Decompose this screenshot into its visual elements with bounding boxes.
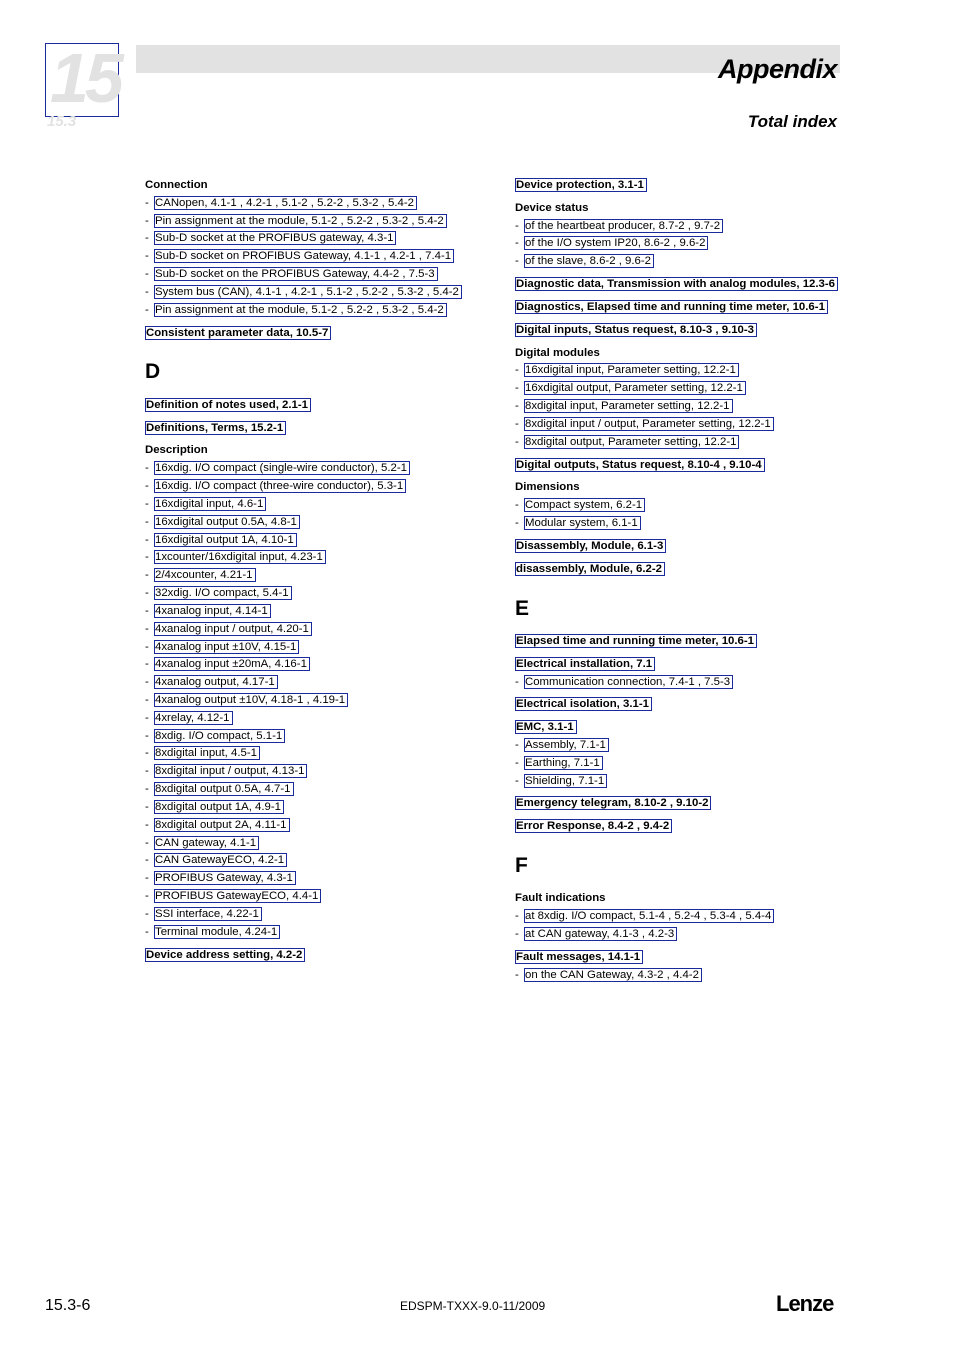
index-entry: [145, 178, 475, 318]
dash-marker: -: [145, 587, 149, 600]
dash-marker: -: [145, 711, 149, 724]
index-entry: [515, 300, 845, 315]
index-subentry: [145, 497, 475, 512]
index-entry: [515, 201, 845, 269]
index-subentry: [515, 381, 845, 396]
index-entry: [515, 657, 845, 690]
index-sublink[interactable]: 16xdig. I/O compact (single-wire conductor), 5.2-1: [154, 461, 410, 475]
index-entry: [515, 178, 845, 193]
index-entry: [145, 326, 475, 341]
dash-marker: -: [515, 675, 519, 688]
index-entry: [515, 323, 845, 338]
dash-marker: -: [145, 268, 149, 281]
index-subentry: [515, 254, 845, 269]
index-sublink[interactable]: on the CAN Gateway, 4.3-2 , 4.4-2: [524, 968, 702, 982]
index-column-right: [515, 178, 845, 986]
dash-marker: -: [515, 255, 519, 268]
index-subentry: [145, 196, 475, 211]
index-sublink[interactable]: CAN GatewayECO, 4.2-1: [154, 853, 287, 867]
index-heading: Connection: [145, 179, 208, 191]
index-sublink[interactable]: Assembly, 7.1-1: [524, 738, 609, 752]
index-sublink[interactable]: 16xdig. I/O compact (three-wire conductor), 5.3-1: [154, 479, 406, 493]
page-subtitle: Total index: [747, 112, 837, 131]
index-sublink[interactable]: of the slave, 8.6-2 , 9.6-2: [524, 254, 654, 268]
index-subentry: [145, 675, 475, 690]
index-sublink[interactable]: at CAN gateway, 4.1-3 , 4.2-3: [524, 927, 677, 941]
index-sublink[interactable]: Terminal module, 4.24-1: [154, 925, 280, 939]
index-sublink[interactable]: at 8xdig. I/O compact, 5.1-4 , 5.2-4 , 5.3-4 , 5.4-4: [524, 909, 774, 923]
dash-marker: -: [515, 739, 519, 751]
index-subentry: [515, 756, 845, 771]
index-link[interactable]: Electrical installation, 7.1: [515, 657, 655, 671]
dash-marker: -: [515, 400, 519, 413]
index-heading: Digital modules: [515, 346, 600, 359]
dash-marker: -: [145, 232, 149, 245]
index-subentry: [145, 568, 475, 583]
index-entry: [145, 398, 475, 413]
dash-marker: -: [145, 640, 149, 653]
index-subentry: [145, 214, 475, 229]
dash-marker: -: [145, 925, 149, 938]
index-entry: [145, 948, 475, 963]
index-entry: [515, 720, 845, 788]
index-entry: [515, 539, 845, 554]
dash-marker: -: [145, 765, 149, 778]
index-link[interactable]: Device address setting, 4.2-2: [145, 948, 305, 962]
index-sublink[interactable]: 2/4xcounter, 4.21-1: [154, 568, 256, 582]
dash-marker: -: [515, 219, 519, 232]
index-entry: [515, 562, 845, 577]
index-subentry: [515, 435, 845, 450]
index-subentry: [515, 516, 845, 531]
index-sublink[interactable]: 32xdig. I/O compact, 5.4-1: [154, 586, 292, 600]
index-subentry: [145, 461, 475, 476]
index-sublink[interactable]: 8xdigital input / output, Parameter setting, 12.2-1: [524, 417, 774, 431]
index-subentry: [145, 604, 475, 619]
index-subentry: [145, 550, 475, 565]
dash-marker: -: [145, 872, 149, 885]
index-subentry: [515, 738, 845, 753]
index-sublink[interactable]: PROFIBUS Gateway, 4.3-1: [154, 871, 296, 885]
index-subentry: [145, 693, 475, 708]
dash-marker: -: [145, 890, 149, 903]
index-sublink[interactable]: Shielding, 7.1-1: [524, 774, 607, 788]
index-sublink[interactable]: 4xanalog input ±20mA, 4.16-1: [154, 657, 310, 671]
index-link[interactable]: Digital outputs, Status request, 8.10-4 , 9.10-4: [515, 458, 765, 472]
dash-marker: -: [515, 417, 519, 430]
dash-marker: -: [145, 196, 149, 209]
index-subentry: [145, 303, 475, 318]
index-subentry: [515, 236, 845, 251]
index-sublink[interactable]: 16xdigital output, Parameter setting, 12.2-1: [524, 381, 746, 395]
index-sublink[interactable]: SSI interface, 4.22-1: [154, 907, 262, 921]
document-id: EDSPM-TXXX-9.0-11/2009: [400, 1299, 546, 1313]
index-subentry: [145, 782, 475, 797]
index-subentry: [145, 746, 475, 761]
index-sublink[interactable]: Sub-D socket on PROFIBUS Gateway, 4.1-1 , 4.2-1 , 7.4-1: [154, 249, 454, 263]
index-subentry: [515, 927, 845, 942]
index-subentry: [145, 622, 475, 637]
index-sublink[interactable]: Pin assignment at the module, 5.1-2 , 5.2-2 , 5.3-2 , 5.4-2: [154, 303, 447, 317]
index-subentry: [145, 533, 475, 548]
index-link[interactable]: Disassembly, Module, 6.1-3: [515, 539, 666, 553]
index-subentry: [145, 586, 475, 601]
index-sublink[interactable]: 8xdigital output, Parameter setting, 12.2-1: [524, 435, 739, 449]
index-entry: [515, 796, 845, 811]
page-number: 15.3-6: [45, 1297, 91, 1314]
index-subentry: [515, 909, 845, 924]
index-entry: [515, 891, 845, 941]
index-link[interactable]: Diagnostic data, Transmission with analog modules, 12.3-6: [515, 277, 838, 291]
dash-marker: -: [145, 854, 149, 867]
index-sublink[interactable]: Compact system, 6.2-1: [524, 498, 645, 512]
index-subentry: [145, 764, 475, 779]
index-subentry: [145, 711, 475, 726]
index-sublink[interactable]: 4xrelay, 4.12-1: [154, 711, 233, 725]
index-subentry: [145, 285, 475, 300]
index-link[interactable]: Fault messages, 14.1-1: [515, 950, 643, 964]
dash-marker: -: [145, 569, 149, 582]
index-subentry: [145, 479, 475, 494]
index-entry: [145, 443, 475, 939]
dash-marker: -: [515, 928, 519, 941]
index-subentry: [145, 515, 475, 530]
index-link[interactable]: EMC, 3.1-1: [515, 720, 577, 734]
index-entry: [515, 346, 845, 450]
index-sublink[interactable]: System bus (CAN), 4.1-1 , 4.2-1 , 5.1-2 , 5.2-2 , 5.3-2 , 5.4-2: [154, 285, 462, 299]
dash-marker: -: [145, 747, 149, 760]
index-link[interactable]: Device protection, 3.1-1: [515, 178, 647, 192]
index-sublink[interactable]: 4xanalog input ±10V, 4.15-1: [154, 640, 299, 654]
section-number: 15.3: [47, 113, 77, 130]
dash-marker: -: [145, 604, 149, 617]
dash-marker: -: [515, 910, 519, 923]
dash-marker: -: [145, 836, 149, 849]
index-entry: [515, 950, 845, 983]
index-entry: [145, 421, 475, 436]
index-column-left: [145, 178, 475, 965]
dash-marker: -: [515, 499, 519, 512]
dash-marker: -: [145, 676, 149, 689]
index-sublink[interactable]: 4xanalog output ±10V, 4.18-1 , 4.19-1: [154, 693, 348, 707]
index-subentry: [145, 267, 475, 282]
dash-marker: -: [145, 250, 149, 263]
index-subentry: [145, 729, 475, 744]
index-link[interactable]: Diagnostics, Elapsed time and running time meter, 10.6-1: [515, 300, 828, 314]
dash-marker: -: [145, 480, 149, 493]
dash-marker: -: [145, 694, 149, 706]
index-subentry: [145, 853, 475, 868]
index-sublink[interactable]: 16xdigital input, Parameter setting, 12.2-1: [524, 363, 739, 377]
index-entry: [515, 480, 845, 530]
index-letter: F: [515, 854, 528, 878]
index-sublink[interactable]: Sub-D socket on the PROFIBUS Gateway, 4.4-2 , 7.5-3: [154, 267, 438, 281]
index-subentry: [515, 399, 845, 414]
dash-marker: -: [515, 517, 519, 530]
dash-marker: -: [145, 658, 149, 671]
index-sublink[interactable]: 16xdigital input, 4.6-1: [154, 497, 266, 511]
dash-marker: -: [515, 756, 519, 769]
index-subentry: [145, 640, 475, 655]
index-sublink[interactable]: Earthing, 7.1-1: [524, 756, 603, 770]
dash-marker: -: [145, 729, 149, 742]
index-subentry: [515, 498, 845, 513]
index-subentry: [515, 417, 845, 432]
index-sublink[interactable]: 4xanalog output, 4.17-1: [154, 675, 278, 689]
index-entry: [515, 819, 845, 834]
dash-marker: -: [515, 237, 519, 250]
index-link[interactable]: Digital inputs, Status request, 8.10-3 , 9.10-3: [515, 323, 757, 337]
index-heading: Device status: [515, 201, 589, 214]
index-subentry: [145, 800, 475, 815]
chapter-box: [45, 39, 120, 117]
chapter-number: 15: [50, 39, 120, 117]
index-sublink[interactable]: 8xdig. I/O compact, 5.1-1: [154, 729, 285, 743]
index-link[interactable]: Emergency telegram, 8.10-2 , 9.10-2: [515, 796, 711, 810]
index-sublink[interactable]: 16xdigital output 0.5A, 4.8-1: [154, 515, 300, 529]
index-subentry: [145, 907, 475, 922]
index-subentry: [145, 889, 475, 904]
index-subentry: [145, 231, 475, 246]
index-sublink[interactable]: Sub-D socket at the PROFIBUS gateway, 4.3-1: [154, 231, 396, 245]
index-subentry: [515, 675, 845, 690]
dash-marker: -: [515, 435, 519, 448]
dash-marker: -: [145, 907, 149, 920]
index-heading: Dimensions: [515, 481, 580, 494]
dash-marker: -: [145, 551, 149, 564]
index-sublink[interactable]: of the I/O system IP20, 8.6-2 , 9.6-2: [524, 236, 708, 250]
index-sublink[interactable]: 1xcounter/16xdigital input, 4.23-1: [154, 550, 326, 564]
dash-marker: -: [145, 303, 149, 316]
index-sublink[interactable]: 8xdigital input, Parameter setting, 12.2-1: [524, 399, 733, 413]
index-heading: Fault indications: [515, 892, 606, 905]
index-sublink[interactable]: PROFIBUS GatewayECO, 4.4-1: [154, 889, 321, 903]
dash-marker: -: [145, 800, 149, 813]
index-sublink[interactable]: Pin assignment at the module, 5.1-2 , 5.2-2 , 5.3-2 , 5.4-2: [154, 214, 447, 228]
dash-marker: -: [145, 497, 149, 510]
index-subentry: [145, 249, 475, 264]
index-sublink[interactable]: 8xdigital output 2A, 4.11-1: [154, 818, 290, 832]
index-sublink[interactable]: CANopen, 4.1-1 , 4.2-1 , 5.1-2 , 5.2-2 , 5.3-2 , 5.4-2: [154, 196, 417, 210]
index-link[interactable]: disassembly, Module, 6.2-2: [515, 562, 665, 576]
dash-marker: -: [145, 515, 149, 528]
index-link[interactable]: Electrical isolation, 3.1-1: [515, 697, 652, 711]
dash-marker: -: [145, 818, 149, 831]
index-subentry: [515, 219, 845, 234]
index-link[interactable]: Consistent parameter data, 10.5-7: [145, 326, 331, 340]
page-title: Appendix: [717, 54, 837, 84]
index-sublink[interactable]: CAN gateway, 4.1-1: [154, 836, 259, 850]
index-sublink[interactable]: 8xdigital output 1A, 4.9-1: [154, 800, 284, 814]
index-subentry: [145, 836, 475, 851]
index-sublink[interactable]: of the heartbeat producer, 8.7-2 , 9.7-2: [524, 219, 723, 233]
dash-marker: -: [515, 364, 519, 377]
index-entry: [515, 458, 845, 473]
dash-marker: -: [145, 462, 149, 475]
dash-marker: -: [145, 214, 149, 227]
index-sublink[interactable]: 8xdigital output 0.5A, 4.7-1: [154, 782, 294, 796]
dash-marker: -: [145, 533, 149, 546]
dash-marker: -: [145, 783, 149, 796]
index-sublink[interactable]: 4xanalog input, 4.14-1: [154, 604, 271, 618]
index-letter: E: [515, 596, 530, 620]
dash-marker: -: [515, 774, 519, 787]
index-heading: Description: [145, 444, 208, 457]
index-subentry: [515, 968, 845, 983]
index-sublink[interactable]: Communication connection, 7.4-1 , 7.5-3: [524, 675, 733, 689]
index-subentry: [145, 657, 475, 672]
index-sublink[interactable]: 4xanalog input / output, 4.20-1: [154, 622, 312, 636]
index-subentry: [515, 774, 845, 789]
dash-marker: -: [145, 285, 149, 298]
index-sublink[interactable]: 8xdigital input / output, 4.13-1: [154, 764, 307, 778]
index-subentry: [515, 363, 845, 378]
index-subentry: [145, 818, 475, 833]
index-subentry: [145, 871, 475, 886]
index-sublink[interactable]: 16xdigital output 1A, 4.10-1: [154, 533, 297, 547]
index-sublink[interactable]: 8xdigital input, 4.5-1: [154, 746, 260, 760]
index-subentry: [145, 925, 475, 940]
index-link[interactable]: Error Response, 8.4-2 , 9.4-2: [515, 819, 672, 833]
index-entry: [515, 697, 845, 712]
dash-marker: -: [515, 968, 519, 981]
dash-marker: -: [515, 382, 519, 395]
index-entry: [515, 277, 845, 292]
index-entry: [515, 634, 845, 649]
dash-marker: -: [145, 622, 149, 635]
lenze-logo: Lenze: [776, 1291, 834, 1316]
index-link[interactable]: Elapsed time and running time meter, 10.6-1: [515, 634, 757, 648]
index-link[interactable]: Definitions, Terms, 15.2-1: [145, 421, 286, 435]
index-letter: D: [145, 360, 161, 384]
index-link[interactable]: Definition of notes used, 2.1-1: [145, 398, 311, 412]
index-sublink[interactable]: Modular system, 6.1-1: [524, 516, 641, 530]
